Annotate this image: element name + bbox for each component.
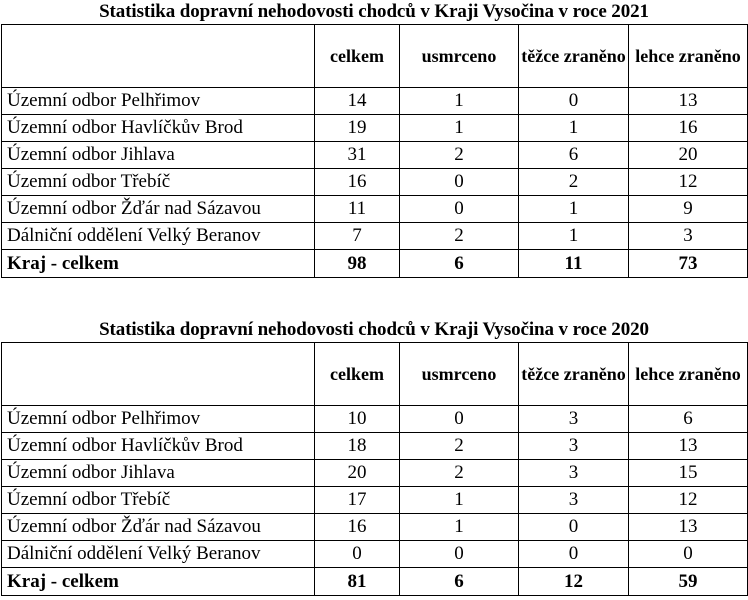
cell-heavy: 1 bbox=[519, 223, 629, 250]
cell-name: Dálniční oddělení Velký Beranov bbox=[2, 223, 315, 250]
header-total: celkem bbox=[315, 343, 400, 406]
summary-heavy: 11 bbox=[519, 250, 629, 278]
table-row bbox=[2, 406, 748, 433]
stats-table bbox=[1, 24, 748, 278]
table-row bbox=[2, 487, 748, 514]
cell-light: 13 bbox=[629, 433, 748, 460]
header-killed: usmrceno bbox=[400, 343, 519, 406]
cell-heavy: 1 bbox=[519, 115, 629, 142]
table-row bbox=[2, 142, 748, 169]
summary-killed: 6 bbox=[400, 568, 519, 596]
header-light: lehce zraněno bbox=[629, 25, 748, 88]
cell-light: 3 bbox=[629, 223, 748, 250]
cell-heavy: 2 bbox=[519, 169, 629, 196]
cell-light: 13 bbox=[629, 514, 748, 541]
header-total: celkem bbox=[315, 25, 400, 88]
cell-name: Územní odbor Havlíčkův Brod bbox=[2, 433, 315, 460]
cell-killed: 1 bbox=[400, 88, 519, 115]
cell-heavy: 3 bbox=[519, 460, 629, 487]
cell-name: Územní odbor Žďár nad Sázavou bbox=[2, 196, 315, 223]
cell-name: Územní odbor Jihlava bbox=[2, 460, 315, 487]
summary-row bbox=[2, 568, 748, 596]
header-heavy: těžce zraněno bbox=[519, 343, 629, 406]
summary-name: Kraj - celkem bbox=[2, 568, 315, 596]
cell-killed: 0 bbox=[400, 169, 519, 196]
cell-total: 7 bbox=[315, 223, 400, 250]
summary-light: 59 bbox=[629, 568, 748, 596]
cell-name: Územní odbor Havlíčkův Brod bbox=[2, 115, 315, 142]
table-row bbox=[2, 541, 748, 568]
cell-name: Územní odbor Žďár nad Sázavou bbox=[2, 514, 315, 541]
cell-killed: 2 bbox=[400, 223, 519, 250]
cell-total: 18 bbox=[315, 433, 400, 460]
cell-total: 31 bbox=[315, 142, 400, 169]
cell-killed: 1 bbox=[400, 115, 519, 142]
table-row bbox=[2, 433, 748, 460]
table-row bbox=[2, 514, 748, 541]
cell-heavy: 3 bbox=[519, 406, 629, 433]
cell-heavy: 0 bbox=[519, 514, 629, 541]
cell-killed: 1 bbox=[400, 487, 519, 514]
cell-name: Územní odbor Pelhřimov bbox=[2, 88, 315, 115]
cell-heavy: 0 bbox=[519, 88, 629, 115]
header-name bbox=[2, 343, 315, 406]
cell-light: 13 bbox=[629, 88, 748, 115]
header-row bbox=[2, 25, 748, 88]
summary-total: 81 bbox=[315, 568, 400, 596]
header-light: lehce zraněno bbox=[629, 343, 748, 406]
cell-total: 10 bbox=[315, 406, 400, 433]
cell-light: 12 bbox=[629, 169, 748, 196]
header-name bbox=[2, 25, 315, 88]
cell-name: Územní odbor Pelhřimov bbox=[2, 406, 315, 433]
stats-block-2020 bbox=[1, 318, 747, 596]
cell-killed: 2 bbox=[400, 433, 519, 460]
cell-light: 12 bbox=[629, 487, 748, 514]
cell-light: 20 bbox=[629, 142, 748, 169]
cell-killed: 0 bbox=[400, 406, 519, 433]
cell-total: 14 bbox=[315, 88, 400, 115]
cell-light: 16 bbox=[629, 115, 748, 142]
cell-total: 16 bbox=[315, 514, 400, 541]
cell-light: 0 bbox=[629, 541, 748, 568]
summary-light: 73 bbox=[629, 250, 748, 278]
summary-total: 98 bbox=[315, 250, 400, 278]
cell-killed: 0 bbox=[400, 541, 519, 568]
cell-light: 6 bbox=[629, 406, 748, 433]
table-title: Statistika dopravní nehodovosti chodců v Kraji Vysočina v roce 2020 bbox=[99, 319, 649, 340]
table-row bbox=[2, 223, 748, 250]
summary-heavy: 12 bbox=[519, 568, 629, 596]
cell-heavy: 6 bbox=[519, 142, 629, 169]
cell-killed: 2 bbox=[400, 142, 519, 169]
summary-killed: 6 bbox=[400, 250, 519, 278]
cell-name: Územní odbor Jihlava bbox=[2, 142, 315, 169]
cell-name: Dálniční oddělení Velký Beranov bbox=[2, 541, 315, 568]
cell-killed: 2 bbox=[400, 460, 519, 487]
cell-heavy: 3 bbox=[519, 433, 629, 460]
cell-light: 9 bbox=[629, 196, 748, 223]
table-row bbox=[2, 169, 748, 196]
cell-total: 19 bbox=[315, 115, 400, 142]
cell-name: Územní odbor Třebíč bbox=[2, 487, 315, 514]
cell-total: 0 bbox=[315, 541, 400, 568]
stats-block-2021 bbox=[1, 0, 747, 278]
cell-light: 15 bbox=[629, 460, 748, 487]
header-heavy: těžce zraněno bbox=[519, 25, 629, 88]
cell-total: 11 bbox=[315, 196, 400, 223]
cell-total: 16 bbox=[315, 169, 400, 196]
header-killed: usmrceno bbox=[400, 25, 519, 88]
cell-total: 20 bbox=[315, 460, 400, 487]
table-title: Statistika dopravní nehodovosti chodců v Kraji Vysočina v roce 2021 bbox=[99, 1, 649, 22]
cell-heavy: 0 bbox=[519, 541, 629, 568]
header-row bbox=[2, 343, 748, 406]
table-row bbox=[2, 115, 748, 142]
table-row bbox=[2, 88, 748, 115]
summary-row bbox=[2, 250, 748, 278]
table-row bbox=[2, 196, 748, 223]
cell-name: Územní odbor Třebíč bbox=[2, 169, 315, 196]
cell-killed: 0 bbox=[400, 196, 519, 223]
stats-table bbox=[1, 342, 748, 596]
table-row bbox=[2, 460, 748, 487]
cell-total: 17 bbox=[315, 487, 400, 514]
cell-heavy: 1 bbox=[519, 196, 629, 223]
cell-killed: 1 bbox=[400, 514, 519, 541]
cell-heavy: 3 bbox=[519, 487, 629, 514]
summary-name: Kraj - celkem bbox=[2, 250, 315, 278]
